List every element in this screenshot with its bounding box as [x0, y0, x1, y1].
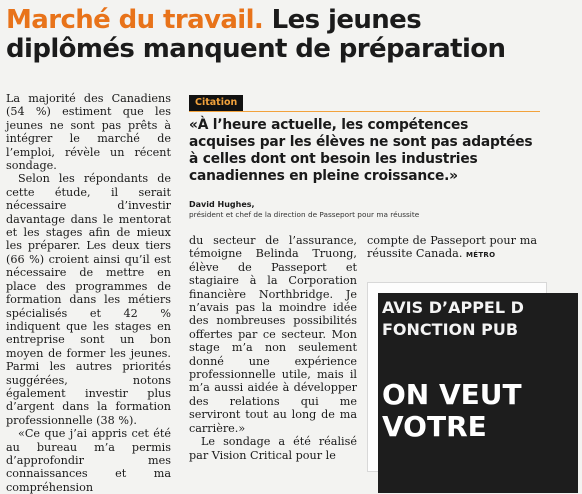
citation-tag: Citation: [189, 95, 243, 111]
paragraph: Le sondage a été réalisé par Vision Critical pour le: [189, 435, 357, 462]
article-column-1: [6, 92, 171, 494]
headline-main: Les jeunes diplômés manquent de préparation: [6, 5, 506, 64]
article-column-3: [367, 234, 537, 263]
paragraph: du secteur de l’assurance, témoigne Belinda Truong, élève de Passeport et stagiaire à la Corporation financière Northbridge. Je n’avais pas la moindre idée des nombreuses possibilités offertes par ce secteur. Mon stage m’a non seulement donné une expérience professionnelle utile, mais il m’a aussi aidée à développer des relations qui me serviront tout au long de ma carrière.»: [189, 234, 357, 435]
paragraph: La majorité des Canadiens (54 %) estiment que les jeunes ne sont pas prêts à intégrer le marché de l’emploi, révèle un récent sondage.: [6, 92, 171, 173]
pull-quote: «À l’heure actuelle, les compétences acquises par les élèves ne sont pas adaptées à celles dont ont besoin les industries canadiennes en pleine croissance.»: [189, 117, 533, 184]
source-tag: MÉTRO: [465, 251, 496, 260]
headline-kicker: Marché du travail.: [6, 5, 264, 35]
ad-title-line: FONCTION PUB: [382, 320, 519, 339]
ad-headline-line: ON VEUT: [382, 378, 522, 411]
ad-headline-line: VOTRE: [382, 410, 487, 443]
paragraph: Selon les répondants de cette étude, il serait nécessaire d’investir davantage dans le mentorat et les stages afin de mieux les préparer. Les deux tiers (66 %) croient ainsi qu’il est nécessaire de mettre en place des programmes de formation dans les métiers spécialisés et 42 % indiquent que les stages en entreprise sont un bon moyen de former les jeunes. Parmi les autres priorités suggérées, notons également investir plus d’argent dans la formation professionnelle (38 %).: [6, 172, 171, 427]
advertisement[interactable]: [367, 282, 547, 472]
citation-rule: [189, 111, 540, 112]
quote-author: David Hughes,: [189, 200, 255, 209]
paragraph: [367, 234, 537, 263]
ad-title-line: AVIS D’APPEL D: [382, 298, 524, 317]
ad-title: [382, 297, 582, 341]
ad-headline: [382, 379, 582, 443]
paragraph: «Ce que j’ai appris cet été au bureau m’a permis d’approfondir mes connaissances et ma compréhension: [6, 427, 171, 494]
headline: [6, 6, 536, 64]
article-column-2: [189, 234, 357, 462]
paragraph-text: compte de Passeport pour ma réussite Canada.: [367, 234, 537, 261]
quote-author-role: président et chef de la direction de Passeport pour ma réussite: [189, 210, 420, 219]
